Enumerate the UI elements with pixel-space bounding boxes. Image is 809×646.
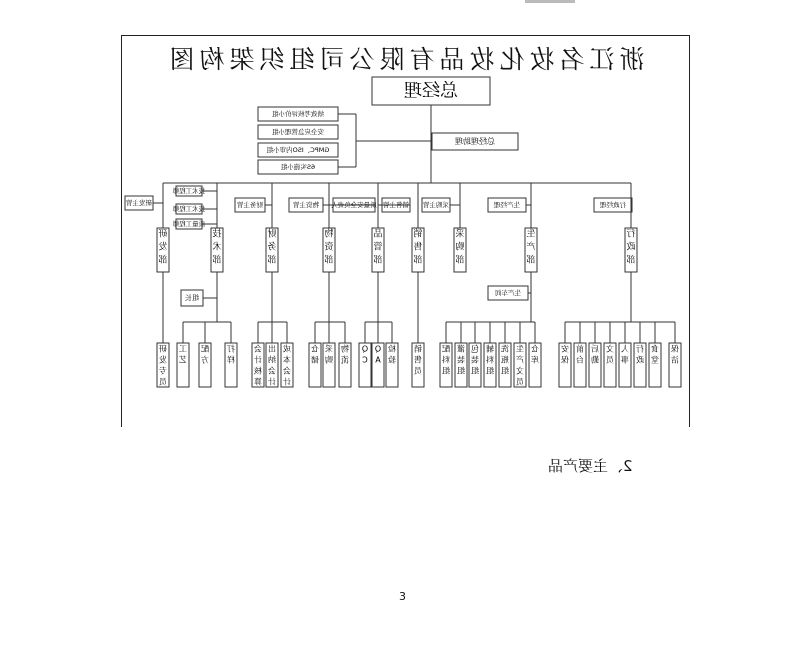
svg-text:台: 台 <box>576 355 584 365</box>
manager-label: 技术工程师 <box>172 187 206 195</box>
svg-text:事: 事 <box>621 355 629 365</box>
svg-text:装: 装 <box>471 355 479 365</box>
committee-label: 绩效考核评价小组 <box>272 110 324 118</box>
manager-label: 技术工程师 <box>172 205 206 213</box>
svg-text:装: 装 <box>457 355 465 365</box>
supervisor-label: 组长 <box>185 294 199 302</box>
svg-text:核: 核 <box>254 366 262 376</box>
svg-text:组: 组 <box>471 366 479 376</box>
svg-text:组: 组 <box>457 366 465 376</box>
staff-label <box>413 344 422 376</box>
page-number: 3 <box>399 590 406 603</box>
svg-text:料: 料 <box>442 355 450 365</box>
department-label <box>267 228 276 266</box>
staff-label <box>457 344 465 376</box>
svg-text:洁: 洁 <box>671 355 679 365</box>
svg-text:售: 售 <box>414 355 422 365</box>
chart-title: 浙江名妆化妆品有限公司组织架构图 <box>164 45 645 74</box>
svg-text:部: 部 <box>526 255 536 266</box>
svg-text:仓: 仓 <box>531 344 539 354</box>
manager-label: 财务主管 <box>237 201 263 209</box>
svg-text:政: 政 <box>626 242 636 253</box>
department-label <box>373 229 382 266</box>
staff-label <box>471 344 479 376</box>
svg-text:计: 计 <box>254 355 262 365</box>
svg-text:组: 组 <box>442 366 450 376</box>
svg-text:文: 文 <box>606 344 614 354</box>
svg-text:生: 生 <box>516 344 524 354</box>
svg-text:艺: 艺 <box>179 355 187 365</box>
svg-text:售: 售 <box>413 242 423 253</box>
svg-text:销: 销 <box>413 229 423 240</box>
svg-text:行: 行 <box>626 229 636 240</box>
svg-text:技: 技 <box>212 229 222 240</box>
department-label <box>212 228 221 266</box>
svg-text:购: 购 <box>325 355 333 365</box>
svg-text:会: 会 <box>283 366 291 376</box>
department-label <box>158 229 167 266</box>
department-label <box>626 228 635 266</box>
svg-text:储: 储 <box>311 355 319 365</box>
svg-text:辅: 辅 <box>486 344 494 354</box>
svg-text:算: 算 <box>254 377 262 387</box>
department-label <box>324 228 334 266</box>
svg-text:员: 员 <box>414 366 422 376</box>
svg-text:工: 工 <box>179 344 187 354</box>
svg-text:灌: 灌 <box>457 344 465 354</box>
svg-text:瓶: 瓶 <box>501 355 509 365</box>
svg-text:物: 物 <box>341 344 349 354</box>
svg-text:政: 政 <box>636 355 644 365</box>
svg-text:部: 部 <box>455 255 465 266</box>
svg-text:采: 采 <box>455 229 465 240</box>
svg-text:研: 研 <box>159 344 167 354</box>
manager-label: 销售主管 <box>383 201 409 209</box>
section-heading: 2、主要产品 <box>548 457 633 475</box>
manager-label: 质量安全负责人 <box>331 201 377 209</box>
svg-text:会: 会 <box>268 366 276 376</box>
svg-text:前: 前 <box>576 344 584 354</box>
svg-text:行: 行 <box>636 344 644 354</box>
svg-text:保: 保 <box>561 355 569 365</box>
svg-text:保: 保 <box>671 344 679 354</box>
svg-text:财: 财 <box>267 229 277 240</box>
svg-text:包: 包 <box>471 344 479 354</box>
svg-text:勤: 勤 <box>591 355 599 365</box>
svg-text:打: 打 <box>227 344 235 354</box>
svg-text:销: 销 <box>414 344 422 354</box>
svg-text:方: 方 <box>201 355 209 365</box>
svg-text:会: 会 <box>254 344 262 354</box>
svg-text:Q: Q <box>361 344 369 354</box>
svg-text:流: 流 <box>341 355 349 365</box>
svg-text:员: 员 <box>606 355 614 365</box>
svg-text:库: 库 <box>531 355 539 365</box>
committee-label: GMPC、ISO内审小组 <box>266 146 330 154</box>
department-label <box>413 228 422 266</box>
svg-text:产: 产 <box>526 242 536 253</box>
gm-label: 总经理 <box>404 80 458 102</box>
svg-text:配: 配 <box>442 344 450 354</box>
svg-text:安: 安 <box>561 344 569 354</box>
svg-text:员: 员 <box>516 377 524 387</box>
svg-text:购: 购 <box>455 242 465 253</box>
svg-text:部: 部 <box>413 255 423 266</box>
committee-label: 6S实施小组 <box>280 163 316 171</box>
svg-text:C: C <box>362 355 368 365</box>
svg-text:物: 物 <box>324 229 334 240</box>
svg-text:部: 部 <box>626 255 636 266</box>
svg-text:产: 产 <box>516 355 524 365</box>
manager-label: 行政经理 <box>600 201 626 209</box>
svg-text:组: 组 <box>486 366 494 376</box>
svg-text:务: 务 <box>267 242 277 253</box>
svg-text:本: 本 <box>283 355 291 365</box>
svg-text:采: 采 <box>325 344 333 354</box>
svg-text:发: 发 <box>158 242 168 253</box>
svg-text:成: 成 <box>283 344 291 354</box>
svg-text:计: 计 <box>283 377 291 387</box>
svg-text:样: 样 <box>227 355 235 365</box>
manager-label: 物资主管 <box>293 201 319 209</box>
svg-text:食: 食 <box>651 344 659 354</box>
svg-text:仓: 仓 <box>311 344 319 354</box>
svg-text:品: 品 <box>373 229 383 240</box>
svg-text:组: 组 <box>501 366 509 376</box>
svg-text:纳: 纳 <box>268 355 276 365</box>
svg-text:生: 生 <box>526 229 536 240</box>
svg-text:发: 发 <box>159 355 167 365</box>
svg-text:配: 配 <box>201 344 209 354</box>
svg-text:员: 员 <box>159 377 167 387</box>
svg-text:A: A <box>375 355 381 365</box>
svg-text:文: 文 <box>516 366 524 376</box>
svg-text:管: 管 <box>373 242 383 253</box>
svg-text:料: 料 <box>486 355 494 365</box>
department-label <box>455 228 464 266</box>
svg-text:验: 验 <box>388 355 396 365</box>
svg-text:Q: Q <box>374 344 382 354</box>
svg-text:部: 部 <box>158 255 168 266</box>
prod-director-label: 生产车间 <box>495 289 521 297</box>
manager-label: 采购主管 <box>423 201 449 209</box>
staff-label <box>442 345 450 376</box>
department-label <box>526 228 535 266</box>
svg-text:专: 专 <box>159 366 167 376</box>
svg-text:研: 研 <box>158 229 168 240</box>
manager-label: 生产经理 <box>494 201 520 209</box>
gm-assistant-label: 总经理助理 <box>455 137 495 146</box>
staff-label <box>486 344 494 376</box>
svg-text:部: 部 <box>373 255 383 266</box>
svg-text:堂: 堂 <box>651 355 659 365</box>
svg-text:洗: 洗 <box>501 344 509 354</box>
svg-text:出: 出 <box>268 344 276 354</box>
svg-text:检: 检 <box>388 344 396 354</box>
svg-text:资: 资 <box>324 242 334 253</box>
committee-label: 安全应急管理小组 <box>272 128 324 136</box>
svg-text:后: 后 <box>591 344 599 354</box>
manager-label: 质量工程师 <box>172 220 206 228</box>
svg-text:部: 部 <box>267 255 277 266</box>
svg-text:术: 术 <box>212 242 222 253</box>
svg-text:部: 部 <box>324 255 334 266</box>
svg-text:人: 人 <box>621 344 629 354</box>
manager-label: 研发主管 <box>126 199 152 207</box>
svg-text:计: 计 <box>268 377 276 387</box>
staff-label <box>501 344 509 376</box>
svg-text:部: 部 <box>212 255 222 266</box>
